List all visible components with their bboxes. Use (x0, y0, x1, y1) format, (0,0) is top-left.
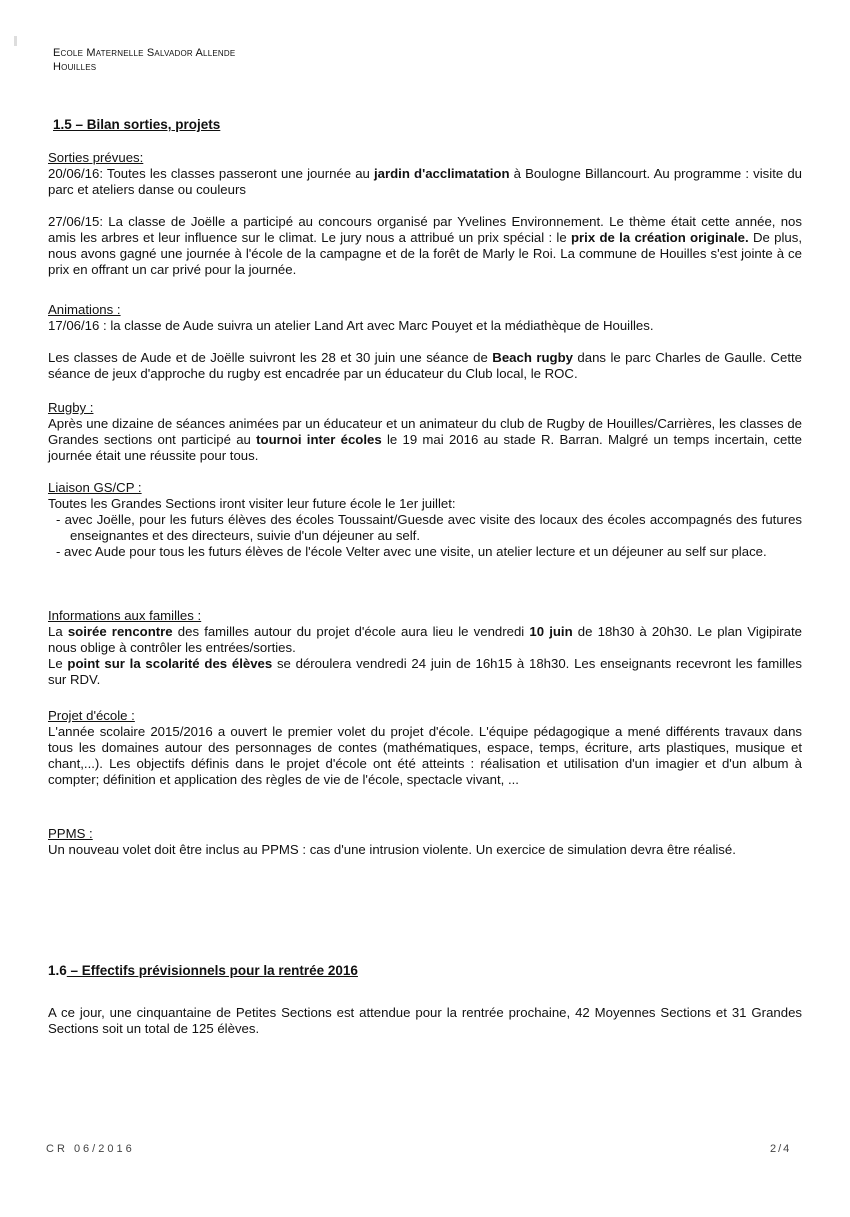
liaison-item-2: - avec Aude pour tous les futurs élèves de l'école Velter avec une visite, un atelier lecture et un déjeuner au self sur place. (56, 544, 767, 559)
sorties-paragraph-2: 27/06/15: La classe de Joëlle a participé au concours organisé par Yvelines Environnement. Le thème était cette année, nos amis les arbres et leur influence sur le climat. Le jury nous a attribué un prix spécial : le prix de la création originale. De plus, nous avons gagné une journée à l'école de la campagne et de la forêt de Marly le Roi. La commune de Houilles s'est jointe à ce prix en offrant un car privé pour la journée. (48, 214, 803, 277)
page-number: 2/4 (770, 1143, 792, 1155)
section-1-6-title: 1.6 – Effectifs prévisionnels pour la rentrée 2016 (48, 963, 358, 978)
rugby-heading: Rugby : (48, 400, 94, 415)
ppms-section (48, 826, 802, 858)
school-name: Ecole Maternelle Salvador Allende (53, 47, 236, 59)
rugby-paragraph: Après une dizaine de séances animées par un éducateur et un animateur du club de Rugby de Houilles/Carrières, les classes de Grandes sections ont participé au tournoi inter écoles le 19 mai 2016 au stade R. Barran. Malgré un temps incertain, cette journée était une réussite pour tous. (48, 416, 802, 463)
footer-reference: CR 06/2016 (46, 1143, 135, 1155)
projet-section (48, 708, 802, 788)
liaison-heading: Liaison GS/CP : (48, 480, 142, 495)
sorties-paragraph-1: 20/06/16: Toutes les classes passeront une journée au jardin d'acclimatation à Boulogne Billancourt. Au programme : visite du parc et ateliers danse ou couleurs (48, 166, 802, 197)
ppms-paragraph: Un nouveau volet doit être inclus au PPMS : cas d'une intrusion violente. Un exercice de simulation devra être réalisé. (48, 842, 736, 857)
scan-mark (14, 36, 17, 46)
liaison-item-1: - avec Joëlle, pour les futurs élèves des écoles Toussaint/Guesde avec visite des locaux des écoles accompagnés des futures enseignantes et des directeurs, suivie d'un déjeuner au self. (56, 512, 802, 543)
animations-section (48, 302, 802, 382)
sorties-section (48, 150, 802, 278)
animations-paragraph-2: Les classes de Aude et de Joëlle suivront les 28 et 30 juin une séance de Beach rugby dans le parc Charles de Gaulle. Cette séance de jeux d'approche du rugby est encadrée par un éducateur du Club local, le ROC. (48, 350, 802, 381)
liaison-section (48, 480, 802, 560)
document-header (53, 46, 235, 74)
liaison-intro: Toutes les Grandes Sections iront visiter leur future école le 1er juillet: (48, 496, 456, 511)
animations-paragraph-1: 17/06/16 : la classe de Aude suivra un atelier Land Art avec Marc Pouyet et la médiathèque de Houilles. (48, 318, 654, 333)
sorties-heading: Sorties prévues: (48, 150, 144, 165)
effectifs-section (48, 1005, 802, 1037)
ppms-heading: PPMS : (48, 826, 93, 841)
projet-paragraph: L'année scolaire 2015/2016 a ouvert le premier volet du projet d'école. L'équipe pédagogique a mené différents travaux dans tous les domaines autour des personnages de contes (mathématiques, espace, temps, écriture, arts plastiques, musique et chant,...). Les objectifs définis dans le projet d'école ont été atteints : réalisation et utilisation d'un imagier et d'un album à compter; définition et application des règles de vie de l'école, spectacle vivant, ... (48, 724, 802, 787)
rugby-section (48, 400, 802, 464)
familles-heading: Informations aux familles : (48, 608, 202, 623)
familles-paragraph-1: La soirée rencontre des familles autour du projet d'école aura lieu le vendredi 10 juin de 18h30 à 20h30. Le plan Vigipirate nous oblige à contrôler les entrées/sorties. (48, 624, 803, 655)
section-1-5-title: 1.5 – Bilan sorties, projets (53, 117, 221, 132)
projet-heading: Projet d'école : (48, 708, 135, 723)
familles-paragraph-2: Le point sur la scolarité des élèves se déroulera vendredi 24 juin de 16h15 à 18h30. Les enseignants recevront les familles sur RDV. (48, 656, 802, 687)
familles-section (48, 608, 802, 688)
school-city: Houilles (53, 61, 97, 73)
effectifs-paragraph: A ce jour, une cinquantaine de Petites Sections est attendue pour la rentrée prochaine, 42 Moyennes Sections et 31 Grandes Sections soit un total de 125 élèves. (48, 1005, 802, 1036)
animations-heading: Animations : (48, 302, 121, 317)
